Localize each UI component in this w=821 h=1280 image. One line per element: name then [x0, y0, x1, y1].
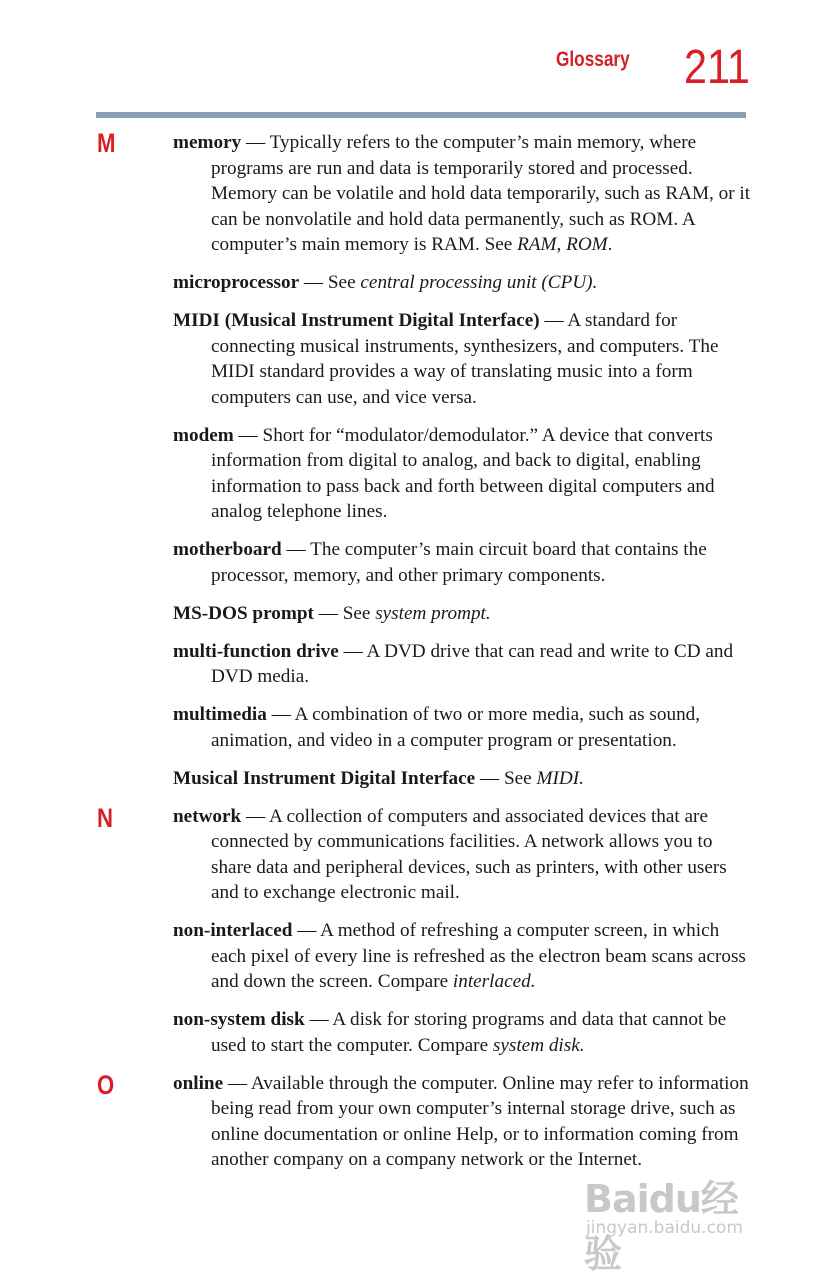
- entry-term: non-system disk: [173, 1009, 305, 1030]
- entry-text: — Short for “modulator/demodulator.” A device that converts information from digital to analog, and back to digital, enabling information to pass back and forth between digital computers and analog telephone lines.: [211, 424, 715, 522]
- page-number: 211: [684, 41, 750, 94]
- entry-ms-dos-prompt: [173, 601, 753, 627]
- baidu-watermark: [584, 1168, 774, 1276]
- entry-term: online: [173, 1072, 224, 1094]
- entry-term: network: [173, 805, 242, 827]
- entry-non-interlaced: [173, 918, 753, 995]
- entry-memory: memory — Typically refers to the computer’s main memory, where programs are run and data is temporarily stored and processed. Memory can be volatile and hold data temporarily, such as RAM, or it can be nonvolatile and hold data permanently, such as ROM. A computer’s main memory is RAM. See RAM, ROM.: [173, 132, 751, 255]
- entry-term: MS-DOS prompt: [173, 602, 314, 624]
- entry-term: multi-function drive: [173, 640, 339, 662]
- entry-ref: RAM: [517, 234, 557, 255]
- entry-text: — A DVD drive that can read and write to CD and DVD media.: [211, 640, 734, 687]
- section-title: Glossary: [556, 48, 630, 71]
- entry-term: multimedia: [173, 704, 267, 725]
- entry-microprocessor: [173, 270, 753, 296]
- entry-term: MIDI (Musical Instrument Digital Interface): [173, 310, 540, 331]
- entry-modem: [173, 423, 753, 525]
- entry-text: — Available through the computer. Online may refer to information being read from your own computer’s internal storage drive, such as online documentation or online Help, or to information coming from another company on a company network or the Internet.: [211, 1072, 749, 1170]
- entry-text: — See: [475, 767, 537, 789]
- entry-network: [173, 804, 753, 906]
- entry-text: — A method of refreshing a computer screen, in which each pixel of every line is refreshed as the electron beam scans across and down the screen. Compare: [211, 920, 746, 992]
- entry-text: — The computer’s main circuit board that contains the processor, memory, and other primary components.: [211, 539, 707, 586]
- letter-marker-n: N: [97, 803, 113, 833]
- entry-online: [173, 1071, 753, 1173]
- entry-musical-instrument-digital-interface: [173, 766, 753, 792]
- entry-text: — Typically refers to the computer’s main memory, where programs are run and data is temporarily stored and processed. Memory can be volatile and hold data temporarily, such as RAM, or it can be nonvolatile and hold data permanently, such as ROM. A computer’s main memory is RAM. See: [211, 132, 751, 255]
- entry-non-system-disk: [173, 1007, 753, 1058]
- entry-text: — See: [313, 602, 376, 624]
- entry-ref: ROM: [566, 234, 608, 255]
- watermark-logo: Baidu经验: [584, 1177, 738, 1276]
- header-rule: [96, 112, 746, 118]
- entry-multimedia: [173, 702, 753, 753]
- entry-text: — A collection of computers and associated devices that are connected by communications facilities. A network allows you to share data and peripheral devices, such as printers, with other users and to exchange electronic mail.: [211, 805, 727, 903]
- entry-midi: [173, 308, 753, 410]
- entry-term: Musical Instrument Digital Interface: [173, 767, 476, 789]
- letter-marker-o: O: [97, 1070, 115, 1100]
- entry-ref: interlaced.: [452, 971, 536, 992]
- entry-ref: central processing unit (CPU).: [360, 272, 598, 293]
- entry-text: — See: [299, 272, 361, 293]
- entry-text: — A disk for storing programs and data that cannot be used to start the computer. Compare: [211, 1009, 727, 1056]
- letter-marker-m: M: [97, 128, 116, 158]
- entry-term: memory: [173, 132, 242, 153]
- entry-motherboard: [173, 537, 753, 588]
- entry-term: motherboard: [173, 539, 282, 560]
- watermark-url: jingyan.baidu.com: [586, 1218, 743, 1238]
- glossary-entries: [173, 130, 753, 1185]
- entry-multi-function-drive: [173, 639, 753, 690]
- entry-text: — A standard for connecting musical instruments, synthesizers, and computers. The MIDI standard provides a way of translating music into a form computers can use, and vice versa.: [211, 310, 719, 408]
- entry-term: microprocessor: [173, 272, 300, 293]
- entry-term: non-interlaced: [173, 920, 293, 941]
- entry-ref: system prompt.: [375, 602, 491, 624]
- entry-term: modem: [173, 424, 234, 446]
- entry-text: — A combination of two or more media, such as sound, animation, and video in a computer program or presentation.: [211, 704, 701, 751]
- entry-ref: MIDI.: [536, 767, 584, 789]
- entry-ref: system disk.: [492, 1034, 585, 1056]
